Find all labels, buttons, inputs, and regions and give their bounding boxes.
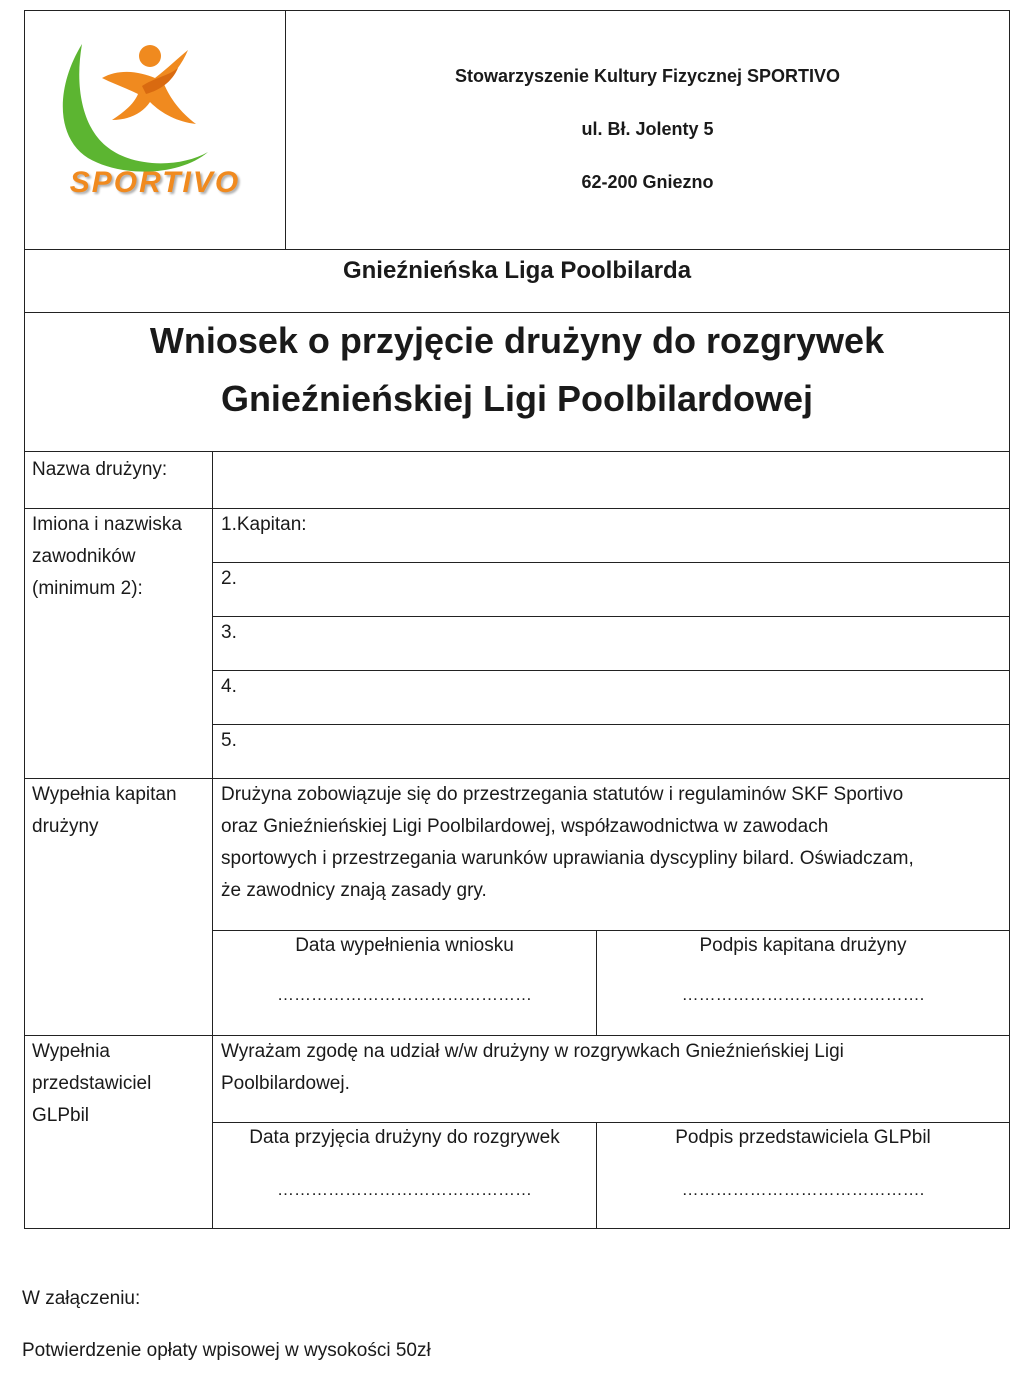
player-row-4[interactable]: 4. [221, 676, 237, 697]
org-city: 62-200 Gniezno [581, 172, 714, 192]
label-column-divider [212, 451, 213, 1229]
rep-declaration-line-2: Poolbilardowej. [221, 1073, 350, 1094]
team-name-label: Nazwa drużyny: [32, 459, 168, 480]
captain-declaration-line-1: Drużyna zobowiązuje się do przestrzegania statutów i regulaminów SKF Sportivo [221, 784, 904, 805]
attachment-item: Potwierdzenie opłaty wpisowej w wysokości 50zł [22, 1340, 431, 1361]
league-bottom-line [24, 312, 1010, 313]
league-name: Gnieźnieńska Liga Poolbilarda [342, 257, 692, 284]
org-name: Stowarzyszenie Kultury Fizycznej SPORTIVO [454, 66, 841, 86]
captain-label-line-1: Wypełnia kapitan [32, 784, 177, 805]
form-title-line-1: Wniosek o przyjęcie drużyny do rozgrywek [149, 320, 885, 361]
rep-label-line-2: przedstawiciel [32, 1073, 152, 1094]
player-row-captain[interactable]: 1.Kapitan: [221, 514, 307, 535]
attachments-label: W załączeniu: [22, 1288, 141, 1309]
rep-declaration-line-1: Wyrażam zgodę na udział w/w drużyny w rozgrywkach Gnieźnieńskiej Ligi [221, 1041, 844, 1062]
player-row-3[interactable]: 3. [221, 622, 237, 643]
captain-signature-label: Podpis kapitana drużyny [699, 935, 907, 956]
captain-date-label: Data wypełnienia wniosku [295, 935, 514, 956]
captain-date-field[interactable]: ……………………………………… [277, 985, 532, 1004]
rep-label-line-3: GLPbil [32, 1105, 90, 1126]
captain-signature-field[interactable]: ……………………………………. [681, 985, 925, 1004]
rep-date-label: Data przyjęcia drużyny do rozgrywek [249, 1127, 560, 1148]
player-row-2[interactable]: 2. [221, 568, 237, 589]
player-row-5[interactable]: 5. [221, 730, 237, 751]
players-label-line-3: (minimum 2): [32, 578, 143, 599]
rep-signature-label: Podpis przedstawiciela GLPbil [675, 1127, 931, 1148]
players-label-line-1: Imiona i nazwiska [32, 514, 182, 535]
captain-declaration-line-3: sportowych i przestrzegania warunków uprawiania dyscypliny bilard. Oświadczam, [221, 848, 914, 869]
header-bottom-line [24, 249, 1010, 250]
sportivo-logo [50, 28, 260, 218]
table-border-bottom [24, 1228, 1010, 1229]
table-border-left [24, 10, 25, 1229]
players-label-line-2: zawodników [32, 546, 136, 567]
rep-signature-field[interactable]: ……………………………………. [681, 1180, 925, 1199]
table-border-right [1009, 10, 1010, 1229]
rep-label-line-1: Wypełnia [32, 1041, 110, 1062]
rep-date-field[interactable]: ……………………………………… [277, 1180, 532, 1199]
team-name-field[interactable] [213, 452, 1009, 508]
captain-declaration-line-2: oraz Gnieźnieńskiej Ligi Poolbilardowej, współzawodnictwa w zawodach [221, 816, 829, 837]
form-title-line-2: Gnieźnieńskiej Ligi Poolbilardowej [220, 378, 814, 419]
captain-label-line-2: drużyny [32, 816, 99, 837]
org-address: ul. Bł. Jolenty 5 [581, 119, 714, 139]
captain-declaration-line-4: że zawodnicy znają zasady gry. [221, 880, 487, 901]
table-border-top [24, 10, 1010, 11]
logo-wordmark: SPORTIVO [69, 166, 241, 199]
